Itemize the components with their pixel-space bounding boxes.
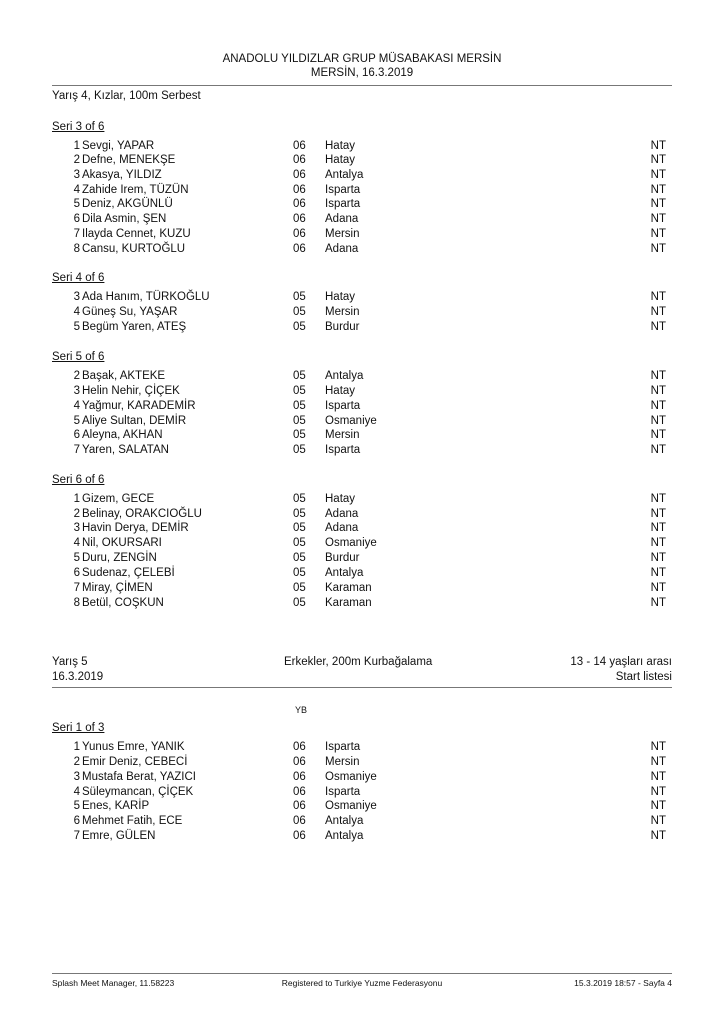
swimmer-birth-year: 06	[293, 213, 306, 225]
swimmer-row	[52, 567, 672, 582]
swimmer-row	[52, 429, 672, 444]
swimmer-club: Hatay	[325, 385, 356, 397]
swimmer-birth-year: 06	[293, 800, 306, 812]
swimmer-birth-year: 05	[293, 370, 306, 382]
swimmer-lane: 2	[73, 370, 80, 382]
heat-label: Seri 3 of 6	[52, 121, 105, 133]
swimmer-birth-year: 05	[293, 567, 306, 579]
swimmer-lane: 5	[73, 321, 80, 333]
swimmer-name: Akasya, YILDIZ	[82, 169, 162, 181]
swimmer-entry-time: NT	[650, 508, 666, 520]
swimmer-birth-year: 06	[293, 169, 306, 181]
swimmer-name: Ilayda Cennet, KUZU	[82, 228, 191, 240]
swimmer-entry-time: NT	[650, 830, 666, 842]
swimmer-name: Yaren, SALATAN	[82, 444, 169, 456]
swimmer-club: Hatay	[325, 493, 356, 505]
swimmer-lane: 6	[73, 429, 80, 441]
swimmer-birth-year: 05	[293, 306, 306, 318]
meet-title: ANADOLU YILDIZLAR GRUP MÜSABAKASI MERSİN	[222, 53, 502, 65]
swimmer-club: Hatay	[325, 154, 356, 166]
swimmer-lane: 3	[73, 385, 80, 397]
swimmer-birth-year: 06	[293, 198, 306, 210]
swimmer-lane: 2	[73, 756, 80, 768]
swimmer-row	[52, 493, 672, 508]
swimmer-birth-year: 05	[293, 385, 306, 397]
swimmer-entry-time: NT	[650, 567, 666, 579]
swimmer-entry-time: NT	[650, 198, 666, 210]
swimmer-club: Antalya	[325, 567, 364, 579]
swimmer-birth-year: 06	[293, 830, 306, 842]
swimmer-entry-time: NT	[650, 771, 666, 783]
swimmer-row	[52, 154, 672, 169]
swimmer-birth-year: 05	[293, 291, 306, 303]
swimmer-birth-year: 05	[293, 508, 306, 520]
swimmer-birth-year: 05	[293, 493, 306, 505]
swimmer-birth-year: 06	[293, 771, 306, 783]
swimmer-club: Mersin	[325, 756, 360, 768]
swimmer-club: Adana	[325, 213, 359, 225]
swimmer-lane: 7	[73, 228, 80, 240]
swimmer-club: Isparta	[325, 444, 361, 456]
swimmer-row	[52, 771, 672, 786]
race5-list-type: Start listesi	[615, 671, 672, 683]
swimmer-name: Cansu, KURTOĞLU	[82, 243, 186, 255]
swimmer-lane: 8	[73, 243, 80, 255]
swimmer-club: Adana	[325, 243, 359, 255]
swimmer-name: Süleymancan, ÇİÇEK	[82, 786, 194, 798]
swimmer-lane: 5	[73, 415, 80, 427]
swimmer-name: Mustafa Berat, YAZICI	[82, 771, 196, 783]
swimmer-name: Ada Hanım, TÜRKOĞLU	[82, 291, 210, 303]
swimmer-club: Osmaniye	[325, 771, 377, 783]
swimmer-entry-time: NT	[650, 385, 666, 397]
swimmer-birth-year: 05	[293, 582, 306, 594]
swimmer-entry-time: NT	[650, 184, 666, 196]
swimmer-birth-year: 05	[293, 597, 306, 609]
swimmer-club: Isparta	[325, 786, 361, 798]
swimmer-birth-year: 05	[293, 444, 306, 456]
swimmer-lane: 5	[73, 198, 80, 210]
swimmer-birth-year: 06	[293, 815, 306, 827]
swimmer-club: Isparta	[325, 184, 361, 196]
swimmer-name: Helin Nehir, ÇİÇEK	[82, 385, 180, 397]
swimmer-row	[52, 508, 672, 523]
swimmer-lane: 3	[73, 169, 80, 181]
swimmer-lane: 4	[73, 306, 80, 318]
swimmer-birth-year: 06	[293, 154, 306, 166]
swimmer-name: Aleyna, AKHAN	[82, 429, 163, 441]
swimmer-birth-year: 06	[293, 741, 306, 753]
swimmer-birth-year: 06	[293, 228, 306, 240]
swimmer-row	[52, 415, 672, 430]
swimmer-club: Antalya	[325, 815, 364, 827]
swimmer-lane: 3	[73, 522, 80, 534]
swimmer-entry-time: NT	[650, 786, 666, 798]
swimmer-name: Nil, OKURSARI	[82, 537, 162, 549]
swimmer-club: Mersin	[325, 228, 360, 240]
swimmer-lane: 4	[73, 400, 80, 412]
swimmer-club: Karaman	[325, 597, 372, 609]
race5-event: Erkekler, 200m Kurbağalama	[284, 656, 433, 668]
race5-divider	[52, 687, 672, 688]
meet-location-date: MERSİN, 16.3.2019	[310, 67, 414, 79]
swimmer-entry-time: NT	[650, 800, 666, 812]
heat-label: Seri 6 of 6	[52, 474, 105, 486]
swimmer-club: Mersin	[325, 306, 360, 318]
swimmer-entry-time: NT	[650, 444, 666, 456]
swimmer-birth-year: 06	[293, 756, 306, 768]
swimmer-name: Betül, COŞKUN	[82, 597, 164, 609]
swimmer-club: Osmaniye	[325, 415, 377, 427]
swimmer-club: Antalya	[325, 370, 364, 382]
swimmer-entry-time: NT	[650, 306, 666, 318]
swimmer-row	[52, 306, 672, 321]
race4-title: Yarış 4, Kızlar, 100m Serbest	[52, 90, 201, 102]
swimmer-birth-year: 05	[293, 429, 306, 441]
swimmer-row	[52, 370, 672, 385]
swimmer-birth-year: 06	[293, 184, 306, 196]
swimmer-name: Belinay, ORAKCIOĞLU	[82, 508, 202, 520]
swimmer-club: Isparta	[325, 400, 361, 412]
swimmer-name: Emir Deniz, CEBECİ	[82, 756, 188, 768]
swimmer-lane: 4	[73, 786, 80, 798]
swimmer-club: Osmaniye	[325, 537, 377, 549]
swimmer-lane: 1	[73, 140, 80, 152]
swimmer-lane: 2	[73, 508, 80, 520]
race5-date: 16.3.2019	[52, 671, 104, 683]
swimmer-row	[52, 800, 672, 815]
swimmer-row	[52, 552, 672, 567]
swimmer-entry-time: NT	[650, 321, 666, 333]
swimmer-lane: 5	[73, 800, 80, 812]
swimmer-lane: 6	[73, 213, 80, 225]
swimmer-entry-time: NT	[650, 291, 666, 303]
swimmer-row	[52, 444, 672, 459]
swimmer-lane: 8	[73, 597, 80, 609]
swimmer-row	[52, 741, 672, 756]
swimmer-entry-time: NT	[650, 415, 666, 427]
swimmer-lane: 4	[73, 537, 80, 549]
swimmer-club: Hatay	[325, 291, 356, 303]
swimmer-lane: 3	[73, 291, 80, 303]
footer-software: Splash Meet Manager, 11.58223	[52, 978, 175, 988]
swimmer-birth-year: 05	[293, 400, 306, 412]
swimmer-entry-time: NT	[650, 243, 666, 255]
swimmer-name: Mehmet Fatih, ECE	[82, 815, 183, 827]
swimmer-row	[52, 228, 672, 243]
swimmer-name: Sevgi, YAPAR	[82, 140, 155, 152]
swimmer-club: Antalya	[325, 830, 364, 842]
swimmer-name: Başak, AKTEKE	[82, 370, 166, 382]
swimmer-lane: 7	[73, 444, 80, 456]
swimmer-entry-time: NT	[650, 493, 666, 505]
swimmer-row	[52, 786, 672, 801]
swimmer-name: Aliye Sultan, DEMİR	[82, 415, 187, 427]
swimmer-name: Miray, ÇİMEN	[82, 582, 153, 594]
swimmer-club: Osmaniye	[325, 800, 377, 812]
swimmer-name: Güneş Su, YAŞAR	[82, 306, 178, 318]
swimmer-name: Defne, MENEKŞE	[82, 154, 176, 166]
swimmer-entry-time: NT	[650, 741, 666, 753]
swimmer-name: Yunus Emre, YANIK	[82, 741, 185, 753]
swimmer-row	[52, 213, 672, 228]
swimmer-name: Begüm Yaren, ATEŞ	[82, 321, 187, 333]
swimmer-entry-time: NT	[650, 154, 666, 166]
swimmer-birth-year: 06	[293, 140, 306, 152]
swimmer-row	[52, 815, 672, 830]
swimmer-row	[52, 582, 672, 597]
swimmer-name: Yağmur, KARADEMİR	[82, 400, 196, 412]
swimmer-lane: 1	[73, 493, 80, 505]
heat-label: Seri 4 of 6	[52, 272, 105, 284]
swimmer-entry-time: NT	[650, 756, 666, 768]
swimmer-club: Adana	[325, 522, 359, 534]
header-divider	[52, 85, 672, 86]
swimmer-entry-time: NT	[650, 213, 666, 225]
swimmer-entry-time: NT	[650, 537, 666, 549]
swimmer-row	[52, 169, 672, 184]
swimmer-birth-year: 06	[293, 243, 306, 255]
swimmer-club: Antalya	[325, 169, 364, 181]
swimmer-lane: 2	[73, 154, 80, 166]
swimmer-row	[52, 522, 672, 537]
swimmer-row	[52, 184, 672, 199]
race5-age-group: 13 - 14 yaşları arası	[570, 656, 672, 668]
race5-number: Yarış 5	[52, 656, 88, 668]
swimmer-lane: 7	[73, 582, 80, 594]
swimmer-row	[52, 385, 672, 400]
swimmer-entry-time: NT	[650, 552, 666, 564]
swimmer-name: Zahide Irem, TÜZÜN	[82, 184, 189, 196]
swimmer-lane: 7	[73, 830, 80, 842]
swimmer-club: Burdur	[325, 321, 360, 333]
swimmer-row	[52, 243, 672, 258]
swimmer-name: Enes, KARİP	[82, 800, 150, 812]
heat-label: Seri 1 of 3	[52, 722, 105, 734]
swimmer-club: Adana	[325, 508, 359, 520]
swimmer-lane: 6	[73, 815, 80, 827]
swimmer-name: Deniz, AKGÜNLÜ	[82, 198, 173, 210]
swimmer-birth-year: 05	[293, 537, 306, 549]
swimmer-entry-time: NT	[650, 400, 666, 412]
footer-page-info: 15.3.2019 18:57 - Sayfa 4	[574, 978, 672, 988]
swimmer-row	[52, 321, 672, 336]
swimmer-lane: 4	[73, 184, 80, 196]
swimmer-row	[52, 756, 672, 771]
swimmer-entry-time: NT	[650, 522, 666, 534]
swimmer-row	[52, 537, 672, 552]
footer-registered: Registered to Turkiye Yuzme Federasyonu	[281, 978, 443, 988]
swimmer-club: Karaman	[325, 582, 372, 594]
swimmer-lane: 5	[73, 552, 80, 564]
swimmer-entry-time: NT	[650, 370, 666, 382]
swimmer-entry-time: NT	[650, 140, 666, 152]
swimmer-club: Isparta	[325, 741, 361, 753]
swimmer-birth-year: 05	[293, 522, 306, 534]
swimmer-club: Isparta	[325, 198, 361, 210]
swimmer-row	[52, 198, 672, 213]
swimmer-birth-year: 05	[293, 321, 306, 333]
swimmer-entry-time: NT	[650, 582, 666, 594]
swimmer-row	[52, 830, 672, 845]
swimmer-club: Mersin	[325, 429, 360, 441]
footer-divider	[52, 973, 672, 974]
swimmer-lane: 1	[73, 741, 80, 753]
swimmer-club: Burdur	[325, 552, 360, 564]
swimmer-row	[52, 291, 672, 306]
swimmer-name: Gizem, GECE	[82, 493, 155, 505]
swimmer-row	[52, 597, 672, 612]
swimmer-entry-time: NT	[650, 815, 666, 827]
swimmer-entry-time: NT	[650, 169, 666, 181]
swimmer-row	[52, 400, 672, 415]
swimmer-lane: 3	[73, 771, 80, 783]
swimmer-name: Sudenaz, ÇELEBİ	[82, 567, 175, 579]
swimmer-club: Hatay	[325, 140, 356, 152]
swimmer-birth-year: 05	[293, 552, 306, 564]
swimmer-name: Havin Derya, DEMİR	[82, 522, 189, 534]
swimmer-row	[52, 140, 672, 155]
heat-label: Seri 5 of 6	[52, 351, 105, 363]
swimmer-entry-time: NT	[650, 597, 666, 609]
swimmer-name: Emre, GÜLEN	[82, 830, 156, 842]
swimmer-entry-time: NT	[650, 429, 666, 441]
swimmer-lane: 6	[73, 567, 80, 579]
swimmer-name: Dila Asmin, ŞEN	[82, 213, 167, 225]
swimmer-birth-year: 06	[293, 786, 306, 798]
column-header-yb: YB	[295, 705, 308, 715]
swimmer-name: Duru, ZENGİN	[82, 552, 157, 564]
swimmer-birth-year: 05	[293, 415, 306, 427]
swimmer-entry-time: NT	[650, 228, 666, 240]
